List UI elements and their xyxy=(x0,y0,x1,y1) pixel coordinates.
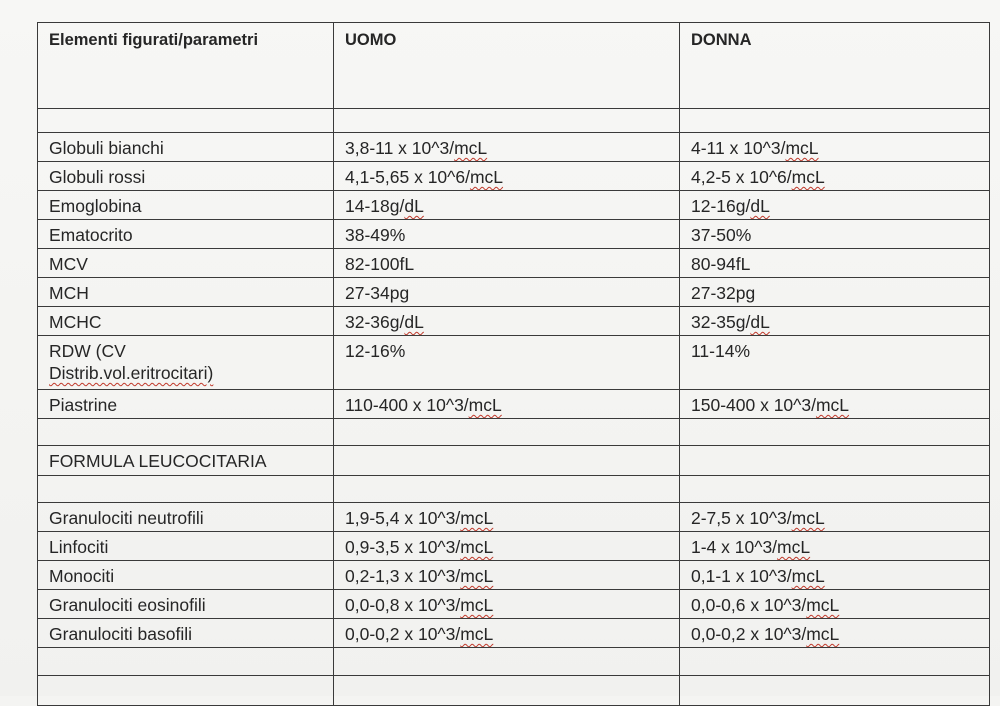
unit-text: dL xyxy=(404,196,424,216)
uomo-cell xyxy=(334,220,680,249)
table-row-empty xyxy=(38,109,990,133)
table-row xyxy=(38,590,990,619)
unit-text: mcL xyxy=(791,167,825,187)
unit-text: mcL xyxy=(460,595,494,615)
unit-text: mcL xyxy=(460,566,494,586)
uomo-cell xyxy=(334,503,680,532)
uomo-value: 14-18g/dL xyxy=(345,196,424,216)
uomo-value: 82-100fL xyxy=(345,254,415,274)
donna-cell xyxy=(680,336,990,390)
param-line-2: Distrib.vol.eritrocitari) xyxy=(49,363,214,383)
unit-text: mcL xyxy=(469,167,504,187)
uomo-value: 12-16% xyxy=(345,341,406,361)
uomo-value: 1,9-5,4 x 10^3/mcL xyxy=(345,508,494,528)
uomo-cell xyxy=(334,590,680,619)
param-cell: Granulociti basofili xyxy=(38,619,334,648)
param-line xyxy=(49,362,333,384)
header-uomo: UOMO xyxy=(334,23,680,109)
unit-text: mcL xyxy=(806,595,840,615)
donna-value: 4-11 x 10^3/mcL xyxy=(691,138,819,158)
uomo-cell xyxy=(334,162,680,191)
unit-text: dL xyxy=(750,196,770,216)
unit-text: mcL xyxy=(454,138,488,158)
donna-cell xyxy=(680,561,990,590)
unit-text: mcL xyxy=(777,537,811,557)
param-cell: MCV xyxy=(38,249,334,278)
uomo-cell xyxy=(334,307,680,336)
table-row xyxy=(38,278,990,307)
table-row xyxy=(38,133,990,162)
unit-text: dL xyxy=(750,312,770,332)
donna-value: 4,2-5 x 10^6/mcL xyxy=(691,167,825,187)
donna-cell xyxy=(680,162,990,191)
param-cell: Monociti xyxy=(38,561,334,590)
table-row xyxy=(38,336,990,390)
unit-text: mcL xyxy=(468,395,502,415)
donna-value: 37-50% xyxy=(691,225,752,245)
unit-text: mcL xyxy=(806,624,840,644)
donna-cell xyxy=(680,249,990,278)
donna-cell xyxy=(680,278,990,307)
uomo-value: 3,8-11 x 10^3/mcL xyxy=(345,138,488,158)
uomo-cell xyxy=(334,390,680,419)
table-row xyxy=(38,619,990,648)
table-row-empty xyxy=(38,419,990,446)
table-row xyxy=(38,307,990,336)
unit-text: mcL xyxy=(460,508,494,528)
section-title: FORMULA LEUCOCITARIA xyxy=(38,446,334,476)
donna-value: 80-94fL xyxy=(691,254,751,274)
uomo-cell xyxy=(334,249,680,278)
unit-text: mcL xyxy=(791,508,825,528)
table-row xyxy=(38,503,990,532)
donna-cell xyxy=(680,503,990,532)
donna-cell xyxy=(680,590,990,619)
reference-values-table xyxy=(37,22,990,706)
param-cell: Granulociti eosinofili xyxy=(38,590,334,619)
unit-text: mcL xyxy=(791,566,825,586)
header-donna: DONNA xyxy=(680,23,990,109)
uomo-value: 0,9-3,5 x 10^3/mcL xyxy=(345,537,494,557)
table-row xyxy=(38,191,990,220)
table-row xyxy=(38,220,990,249)
uomo-value: 38-49% xyxy=(345,225,406,245)
donna-cell xyxy=(680,390,990,419)
donna-value: 32-35g/dL xyxy=(691,312,770,332)
donna-cell xyxy=(680,191,990,220)
header-parameters: Elementi figurati/parametri xyxy=(38,23,334,109)
table-row xyxy=(38,561,990,590)
uomo-value: 4,1-5,65 x 10^6/mcL xyxy=(345,167,504,187)
table-row-empty xyxy=(38,476,990,503)
table-header-row xyxy=(38,23,990,109)
uomo-value: 0,2-1,3 x 10^3/mcL xyxy=(345,566,494,586)
unit-text: mcL xyxy=(460,624,494,644)
param-cell: Globuli rossi xyxy=(38,162,334,191)
unit-text: mcL xyxy=(815,395,850,415)
uomo-value: 32-36g/dL xyxy=(345,312,424,332)
param-cell: MCH xyxy=(38,278,334,307)
donna-value: 27-32pg xyxy=(691,283,756,303)
param-cell: Globuli bianchi xyxy=(38,133,334,162)
uomo-cell xyxy=(334,532,680,561)
table-row xyxy=(38,390,990,419)
param-cell: MCHC xyxy=(38,307,334,336)
uomo-cell xyxy=(334,336,680,390)
section-row xyxy=(38,446,990,476)
param-cell: Ematocrito xyxy=(38,220,334,249)
param-cell: Emoglobina xyxy=(38,191,334,220)
uomo-cell xyxy=(334,619,680,648)
donna-cell xyxy=(680,133,990,162)
param-cell: Piastrine xyxy=(38,390,334,419)
param-cell xyxy=(38,336,334,390)
donna-value: 11-14% xyxy=(691,341,751,361)
donna-cell xyxy=(680,220,990,249)
donna-cell xyxy=(680,307,990,336)
uomo-cell xyxy=(334,278,680,307)
table-row xyxy=(38,162,990,191)
uomo-cell xyxy=(334,561,680,590)
unit-text: mcL xyxy=(785,138,819,158)
param-line: RDW (CV xyxy=(49,341,126,361)
param-cell: Linfociti xyxy=(38,532,334,561)
table-row-empty xyxy=(38,648,990,676)
uomo-value: 110-400 x 10^3/mcL xyxy=(345,395,502,415)
table-row xyxy=(38,532,990,561)
table-row-empty xyxy=(38,676,990,706)
uomo-value: 0,0-0,8 x 10^3/mcL xyxy=(345,595,494,615)
uomo-value: 27-34pg xyxy=(345,283,410,303)
donna-cell xyxy=(680,619,990,648)
unit-text: mcL xyxy=(460,537,494,557)
donna-value: 0,0-0,2 x 10^3/mcL xyxy=(691,624,840,644)
uomo-cell xyxy=(334,191,680,220)
table-row xyxy=(38,249,990,278)
donna-value: 12-16g/dL xyxy=(691,196,770,216)
donna-value: 1-4 x 10^3/mcL xyxy=(691,537,811,557)
donna-value: 2-7,5 x 10^3/mcL xyxy=(691,508,825,528)
donna-cell xyxy=(680,532,990,561)
uomo-cell xyxy=(334,133,680,162)
unit-text: dL xyxy=(404,312,424,332)
donna-value: 150-400 x 10^3/mcL xyxy=(691,395,850,415)
param-cell: Granulociti neutrofili xyxy=(38,503,334,532)
donna-value: 0,1-1 x 10^3/mcL xyxy=(691,566,825,586)
donna-value: 0,0-0,6 x 10^3/mcL xyxy=(691,595,840,615)
uomo-value: 0,0-0,2 x 10^3/mcL xyxy=(345,624,494,644)
